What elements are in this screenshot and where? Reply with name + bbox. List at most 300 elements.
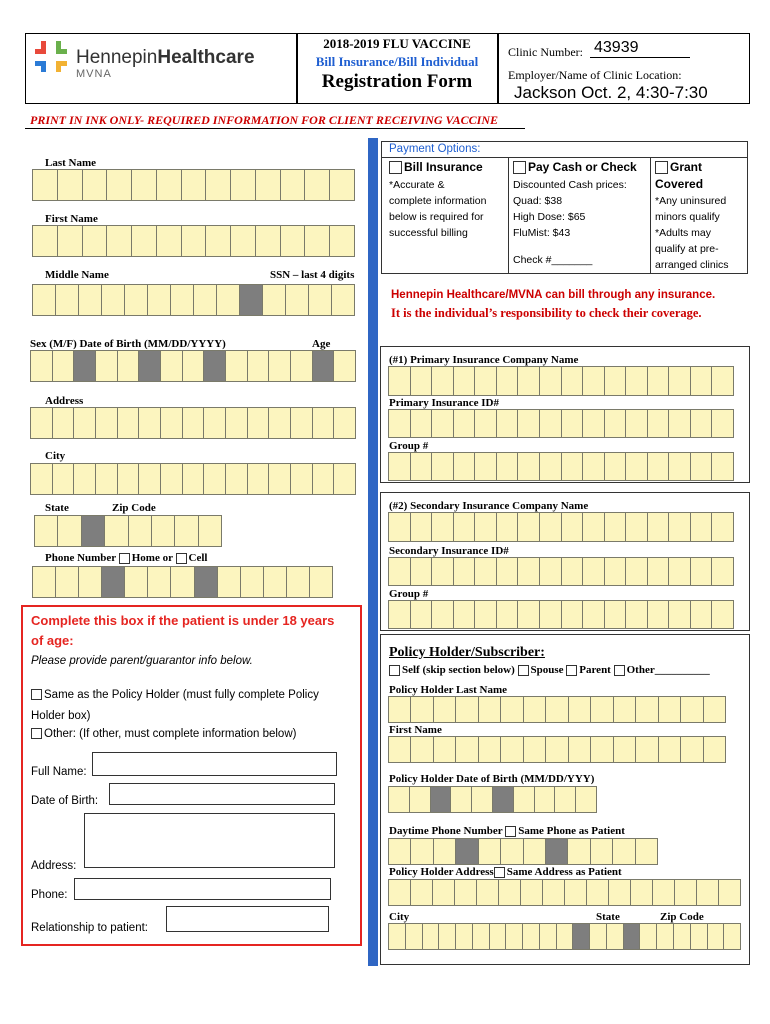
entry-cell[interactable] bbox=[690, 557, 713, 586]
state-zip-cells[interactable] bbox=[35, 515, 222, 547]
entry-cell[interactable] bbox=[478, 736, 501, 763]
self-checkbox[interactable] bbox=[389, 665, 400, 676]
entry-cell[interactable] bbox=[147, 284, 171, 316]
cell-checkbox[interactable] bbox=[176, 553, 187, 564]
entry-cell[interactable] bbox=[606, 923, 624, 950]
entry-cell[interactable] bbox=[517, 600, 540, 629]
entry-cell[interactable] bbox=[131, 169, 157, 201]
entry-cell[interactable] bbox=[431, 366, 454, 396]
entry-cell[interactable] bbox=[95, 407, 118, 439]
guarantor-address-field[interactable] bbox=[84, 813, 335, 868]
entry-cell[interactable] bbox=[55, 284, 79, 316]
entry-cell[interactable] bbox=[517, 452, 540, 481]
entry-cell[interactable] bbox=[290, 350, 313, 382]
entry-cell[interactable] bbox=[472, 923, 490, 950]
entry-cell[interactable] bbox=[230, 169, 256, 201]
entry-cell[interactable] bbox=[455, 736, 478, 763]
entry-cell[interactable] bbox=[707, 923, 725, 950]
entry-cell[interactable] bbox=[410, 366, 433, 396]
entry-cell[interactable] bbox=[523, 696, 546, 723]
entry-cell[interactable] bbox=[668, 557, 691, 586]
entry-cell[interactable] bbox=[630, 879, 653, 906]
entry-cell[interactable] bbox=[668, 409, 691, 438]
entry-cell[interactable] bbox=[52, 407, 75, 439]
entry-cell[interactable] bbox=[95, 350, 118, 382]
entry-cell[interactable] bbox=[568, 736, 591, 763]
entry-cell[interactable] bbox=[147, 566, 171, 598]
same-address-checkbox[interactable] bbox=[494, 867, 505, 878]
entry-cell[interactable] bbox=[545, 696, 568, 723]
entry-cell[interactable] bbox=[658, 696, 681, 723]
entry-cell[interactable] bbox=[453, 600, 476, 629]
entry-cell[interactable] bbox=[388, 736, 411, 763]
entry-cell[interactable] bbox=[151, 515, 175, 547]
entry-cell[interactable] bbox=[255, 169, 281, 201]
entry-cell[interactable] bbox=[438, 923, 456, 950]
entry-cell[interactable] bbox=[575, 786, 597, 813]
entry-cell[interactable] bbox=[32, 284, 56, 316]
entry-cell[interactable] bbox=[333, 407, 356, 439]
sex-dob-age-cells[interactable] bbox=[31, 350, 356, 382]
entry-cell[interactable] bbox=[647, 512, 670, 542]
city-cells[interactable] bbox=[31, 463, 356, 495]
entry-cell[interactable] bbox=[128, 515, 152, 547]
entry-cell[interactable] bbox=[82, 225, 108, 257]
pay-cash-checkbox[interactable] bbox=[513, 161, 526, 174]
entry-cell[interactable] bbox=[268, 463, 291, 495]
entry-cell[interactable] bbox=[604, 600, 627, 629]
entry-cell[interactable] bbox=[561, 600, 584, 629]
entry-cell[interactable] bbox=[117, 407, 140, 439]
employer-value[interactable]: Jackson Oct. 2, 4:30-7:30 bbox=[514, 83, 708, 102]
entry-cell[interactable] bbox=[539, 409, 562, 438]
entry-cell[interactable] bbox=[52, 350, 75, 382]
entry-cell[interactable] bbox=[82, 169, 108, 201]
entry-cell[interactable] bbox=[690, 366, 713, 396]
entry-cell[interactable] bbox=[668, 452, 691, 481]
entry-cell[interactable] bbox=[30, 407, 53, 439]
entry-cell[interactable] bbox=[181, 225, 207, 257]
entry-cell[interactable] bbox=[561, 557, 584, 586]
entry-cell[interactable] bbox=[711, 452, 734, 481]
entry-cell[interactable] bbox=[668, 600, 691, 629]
entry-cell[interactable] bbox=[625, 409, 648, 438]
policy-last-name-cells[interactable] bbox=[389, 696, 726, 723]
entry-cell[interactable] bbox=[711, 600, 734, 629]
entry-cell[interactable] bbox=[309, 566, 333, 598]
entry-cell[interactable] bbox=[410, 838, 433, 865]
entry-cell[interactable] bbox=[106, 169, 132, 201]
entry-cell[interactable] bbox=[410, 736, 433, 763]
entry-cell[interactable] bbox=[73, 463, 96, 495]
entry-cell[interactable] bbox=[32, 169, 58, 201]
entry-cell[interactable] bbox=[539, 512, 562, 542]
entry-cell[interactable] bbox=[496, 366, 519, 396]
entry-cell[interactable] bbox=[32, 566, 56, 598]
entry-cell[interactable] bbox=[612, 838, 635, 865]
entry-cell[interactable] bbox=[625, 512, 648, 542]
entry-cell[interactable] bbox=[489, 923, 507, 950]
entry-cell[interactable] bbox=[73, 407, 96, 439]
entry-cell[interactable] bbox=[104, 515, 128, 547]
entry-cell[interactable] bbox=[431, 557, 454, 586]
policy-address-cells[interactable] bbox=[389, 879, 741, 906]
policy-phone-cells[interactable] bbox=[389, 838, 658, 865]
entry-cell[interactable] bbox=[263, 566, 287, 598]
entry-cell[interactable] bbox=[703, 696, 726, 723]
entry-cell[interactable] bbox=[388, 786, 410, 813]
entry-cell[interactable] bbox=[160, 350, 183, 382]
entry-cell[interactable] bbox=[673, 923, 691, 950]
entry-cell[interactable] bbox=[500, 838, 523, 865]
entry-cell[interactable] bbox=[160, 407, 183, 439]
entry-cell[interactable] bbox=[453, 409, 476, 438]
entry-cell[interactable] bbox=[474, 512, 497, 542]
entry-cell[interactable] bbox=[656, 923, 674, 950]
secondary-group-cells[interactable] bbox=[389, 600, 734, 629]
other-checkbox[interactable] bbox=[614, 665, 625, 676]
entry-cell[interactable] bbox=[240, 566, 264, 598]
spouse-checkbox[interactable] bbox=[518, 665, 529, 676]
entry-cell[interactable] bbox=[534, 786, 556, 813]
entry-cell[interactable] bbox=[117, 463, 140, 495]
entry-cell[interactable] bbox=[433, 736, 456, 763]
entry-cell[interactable] bbox=[290, 407, 313, 439]
entry-cell[interactable] bbox=[268, 407, 291, 439]
entry-cell[interactable] bbox=[539, 452, 562, 481]
entry-cell[interactable] bbox=[455, 923, 473, 950]
entry-cell[interactable] bbox=[225, 350, 248, 382]
entry-cell[interactable] bbox=[329, 225, 355, 257]
entry-cell[interactable] bbox=[95, 463, 118, 495]
entry-cell[interactable] bbox=[262, 284, 286, 316]
entry-cell[interactable] bbox=[582, 452, 605, 481]
entry-cell[interactable] bbox=[668, 512, 691, 542]
entry-cell[interactable] bbox=[203, 463, 226, 495]
primary-group-cells[interactable] bbox=[389, 452, 734, 481]
entry-cell[interactable] bbox=[582, 409, 605, 438]
policy-city-state-zip-cells[interactable] bbox=[389, 923, 741, 950]
entry-cell[interactable] bbox=[658, 736, 681, 763]
entry-cell[interactable] bbox=[78, 566, 102, 598]
entry-cell[interactable] bbox=[478, 696, 501, 723]
entry-cell[interactable] bbox=[230, 225, 256, 257]
entry-cell[interactable] bbox=[405, 923, 423, 950]
policy-first-name-cells[interactable] bbox=[389, 736, 726, 763]
entry-cell[interactable] bbox=[523, 736, 546, 763]
entry-cell[interactable] bbox=[182, 407, 205, 439]
entry-cell[interactable] bbox=[604, 452, 627, 481]
entry-cell[interactable] bbox=[205, 169, 231, 201]
entry-cell[interactable] bbox=[635, 838, 658, 865]
guarantor-phone-field[interactable] bbox=[74, 878, 331, 900]
entry-cell[interactable] bbox=[542, 879, 565, 906]
entry-cell[interactable] bbox=[718, 879, 741, 906]
entry-cell[interactable] bbox=[517, 409, 540, 438]
policy-dob-cells[interactable] bbox=[389, 786, 597, 813]
entry-cell[interactable] bbox=[647, 557, 670, 586]
entry-cell[interactable] bbox=[474, 557, 497, 586]
entry-cell[interactable] bbox=[582, 557, 605, 586]
entry-cell[interactable] bbox=[312, 463, 335, 495]
same-as-policy-holder-checkbox[interactable] bbox=[31, 689, 42, 700]
entry-cell[interactable] bbox=[30, 463, 53, 495]
entry-cell[interactable] bbox=[170, 566, 194, 598]
entry-cell[interactable] bbox=[522, 923, 540, 950]
phone-cells[interactable] bbox=[33, 566, 333, 598]
entry-cell[interactable] bbox=[613, 696, 636, 723]
entry-cell[interactable] bbox=[604, 557, 627, 586]
entry-cell[interactable] bbox=[34, 515, 58, 547]
entry-cell[interactable] bbox=[496, 512, 519, 542]
entry-cell[interactable] bbox=[564, 879, 587, 906]
entry-cell[interactable] bbox=[312, 407, 335, 439]
last-name-cells[interactable] bbox=[33, 169, 355, 201]
entry-cell[interactable] bbox=[431, 409, 454, 438]
entry-cell[interactable] bbox=[635, 736, 658, 763]
entry-cell[interactable] bbox=[582, 600, 605, 629]
entry-cell[interactable] bbox=[690, 600, 713, 629]
entry-cell[interactable] bbox=[30, 350, 53, 382]
entry-cell[interactable] bbox=[652, 879, 675, 906]
entry-cell[interactable] bbox=[388, 923, 406, 950]
entry-cell[interactable] bbox=[203, 407, 226, 439]
entry-cell[interactable] bbox=[453, 366, 476, 396]
entry-cell[interactable] bbox=[582, 512, 605, 542]
entry-cell[interactable] bbox=[182, 350, 205, 382]
other-guarantor-checkbox[interactable] bbox=[31, 728, 42, 739]
entry-cell[interactable] bbox=[388, 409, 411, 438]
entry-cell[interactable] bbox=[410, 696, 433, 723]
entry-cell[interactable] bbox=[331, 284, 355, 316]
secondary-company-cells[interactable] bbox=[389, 512, 734, 542]
entry-cell[interactable] bbox=[450, 786, 472, 813]
entry-cell[interactable] bbox=[124, 284, 148, 316]
entry-cell[interactable] bbox=[57, 169, 83, 201]
entry-cell[interactable] bbox=[333, 463, 356, 495]
entry-cell[interactable] bbox=[474, 600, 497, 629]
entry-cell[interactable] bbox=[410, 557, 433, 586]
guarantor-dob-field[interactable] bbox=[109, 783, 335, 805]
entry-cell[interactable] bbox=[388, 600, 411, 629]
entry-cell[interactable] bbox=[247, 463, 270, 495]
check-number-field[interactable]: Check #_______ bbox=[513, 254, 593, 266]
entry-cell[interactable] bbox=[513, 786, 535, 813]
entry-cell[interactable] bbox=[647, 366, 670, 396]
grant-covered-checkbox[interactable] bbox=[655, 161, 668, 174]
entry-cell[interactable] bbox=[568, 696, 591, 723]
entry-cell[interactable] bbox=[478, 838, 501, 865]
guarantor-relationship-field[interactable] bbox=[166, 906, 329, 932]
entry-cell[interactable] bbox=[388, 512, 411, 542]
entry-cell[interactable] bbox=[517, 512, 540, 542]
entry-cell[interactable] bbox=[690, 452, 713, 481]
entry-cell[interactable] bbox=[280, 169, 306, 201]
entry-cell[interactable] bbox=[388, 879, 411, 906]
entry-cell[interactable] bbox=[517, 366, 540, 396]
middle-name-ssn-cells[interactable] bbox=[33, 284, 355, 316]
entry-cell[interactable] bbox=[476, 879, 499, 906]
entry-cell[interactable] bbox=[500, 736, 523, 763]
entry-cell[interactable] bbox=[523, 838, 546, 865]
entry-cell[interactable] bbox=[561, 512, 584, 542]
entry-cell[interactable] bbox=[205, 225, 231, 257]
entry-cell[interactable] bbox=[604, 366, 627, 396]
entry-cell[interactable] bbox=[554, 786, 576, 813]
entry-cell[interactable] bbox=[255, 225, 281, 257]
entry-cell[interactable] bbox=[216, 284, 240, 316]
entry-cell[interactable] bbox=[431, 600, 454, 629]
entry-cell[interactable] bbox=[138, 463, 161, 495]
entry-cell[interactable] bbox=[55, 566, 79, 598]
entry-cell[interactable] bbox=[690, 409, 713, 438]
entry-cell[interactable] bbox=[193, 284, 217, 316]
entry-cell[interactable] bbox=[101, 284, 125, 316]
entry-cell[interactable] bbox=[556, 923, 574, 950]
entry-cell[interactable] bbox=[156, 169, 182, 201]
entry-cell[interactable] bbox=[410, 452, 433, 481]
entry-cell[interactable] bbox=[545, 736, 568, 763]
entry-cell[interactable] bbox=[590, 838, 613, 865]
entry-cell[interactable] bbox=[117, 350, 140, 382]
guarantor-full-name-field[interactable] bbox=[92, 752, 337, 776]
entry-cell[interactable] bbox=[608, 879, 631, 906]
entry-cell[interactable] bbox=[431, 452, 454, 481]
entry-cell[interactable] bbox=[680, 696, 703, 723]
entry-cell[interactable] bbox=[453, 452, 476, 481]
entry-cell[interactable] bbox=[268, 350, 291, 382]
home-checkbox[interactable] bbox=[119, 553, 130, 564]
entry-cell[interactable] bbox=[78, 284, 102, 316]
entry-cell[interactable] bbox=[723, 923, 741, 950]
entry-cell[interactable] bbox=[539, 600, 562, 629]
entry-cell[interactable] bbox=[247, 407, 270, 439]
entry-cell[interactable] bbox=[703, 736, 726, 763]
entry-cell[interactable] bbox=[181, 169, 207, 201]
entry-cell[interactable] bbox=[410, 879, 433, 906]
entry-cell[interactable] bbox=[496, 600, 519, 629]
entry-cell[interactable] bbox=[498, 879, 521, 906]
entry-cell[interactable] bbox=[567, 838, 590, 865]
entry-cell[interactable] bbox=[690, 512, 713, 542]
entry-cell[interactable] bbox=[647, 452, 670, 481]
entry-cell[interactable] bbox=[247, 350, 270, 382]
entry-cell[interactable] bbox=[388, 838, 411, 865]
first-name-cells[interactable] bbox=[33, 225, 355, 257]
entry-cell[interactable] bbox=[182, 463, 205, 495]
entry-cell[interactable] bbox=[388, 366, 411, 396]
entry-cell[interactable] bbox=[57, 515, 81, 547]
entry-cell[interactable] bbox=[635, 696, 658, 723]
entry-cell[interactable] bbox=[625, 600, 648, 629]
address-cells[interactable] bbox=[31, 407, 356, 439]
entry-cell[interactable] bbox=[539, 366, 562, 396]
entry-cell[interactable] bbox=[455, 696, 478, 723]
entry-cell[interactable] bbox=[517, 557, 540, 586]
entry-cell[interactable] bbox=[625, 557, 648, 586]
entry-cell[interactable] bbox=[696, 879, 719, 906]
entry-cell[interactable] bbox=[431, 512, 454, 542]
entry-cell[interactable] bbox=[32, 225, 58, 257]
entry-cell[interactable] bbox=[625, 366, 648, 396]
entry-cell[interactable] bbox=[422, 923, 440, 950]
entry-cell[interactable] bbox=[453, 557, 476, 586]
entry-cell[interactable] bbox=[285, 284, 309, 316]
entry-cell[interactable] bbox=[388, 452, 411, 481]
entry-cell[interactable] bbox=[453, 512, 476, 542]
entry-cell[interactable] bbox=[308, 284, 332, 316]
bill-insurance-checkbox[interactable] bbox=[389, 161, 402, 174]
entry-cell[interactable] bbox=[625, 452, 648, 481]
entry-cell[interactable] bbox=[388, 557, 411, 586]
entry-cell[interactable] bbox=[561, 409, 584, 438]
primary-id-cells[interactable] bbox=[389, 409, 734, 438]
entry-cell[interactable] bbox=[613, 736, 636, 763]
primary-company-cells[interactable] bbox=[389, 366, 734, 396]
entry-cell[interactable] bbox=[539, 923, 557, 950]
entry-cell[interactable] bbox=[280, 225, 306, 257]
entry-cell[interactable] bbox=[156, 225, 182, 257]
entry-cell[interactable] bbox=[410, 600, 433, 629]
entry-cell[interactable] bbox=[290, 463, 313, 495]
entry-cell[interactable] bbox=[590, 696, 613, 723]
entry-cell[interactable] bbox=[52, 463, 75, 495]
entry-cell[interactable] bbox=[590, 736, 613, 763]
entry-cell[interactable] bbox=[639, 923, 657, 950]
entry-cell[interactable] bbox=[170, 284, 194, 316]
entry-cell[interactable] bbox=[711, 366, 734, 396]
entry-cell[interactable] bbox=[106, 225, 132, 257]
entry-cell[interactable] bbox=[582, 366, 605, 396]
entry-cell[interactable] bbox=[410, 512, 433, 542]
entry-cell[interactable] bbox=[198, 515, 222, 547]
entry-cell[interactable] bbox=[474, 366, 497, 396]
secondary-id-cells[interactable] bbox=[389, 557, 734, 586]
entry-cell[interactable] bbox=[174, 515, 198, 547]
entry-cell[interactable] bbox=[711, 512, 734, 542]
entry-cell[interactable] bbox=[668, 366, 691, 396]
entry-cell[interactable] bbox=[604, 409, 627, 438]
entry-cell[interactable] bbox=[217, 566, 241, 598]
entry-cell[interactable] bbox=[433, 696, 456, 723]
entry-cell[interactable] bbox=[500, 696, 523, 723]
entry-cell[interactable] bbox=[520, 879, 543, 906]
entry-cell[interactable] bbox=[711, 409, 734, 438]
entry-cell[interactable] bbox=[388, 696, 411, 723]
entry-cell[interactable] bbox=[505, 923, 523, 950]
entry-cell[interactable] bbox=[433, 838, 456, 865]
entry-cell[interactable] bbox=[410, 409, 433, 438]
parent-checkbox[interactable] bbox=[566, 665, 577, 676]
entry-cell[interactable] bbox=[539, 557, 562, 586]
entry-cell[interactable] bbox=[496, 452, 519, 481]
entry-cell[interactable] bbox=[454, 879, 477, 906]
entry-cell[interactable] bbox=[474, 452, 497, 481]
entry-cell[interactable] bbox=[647, 409, 670, 438]
entry-cell[interactable] bbox=[138, 407, 161, 439]
entry-cell[interactable] bbox=[674, 879, 697, 906]
entry-cell[interactable] bbox=[225, 407, 248, 439]
entry-cell[interactable] bbox=[690, 923, 708, 950]
entry-cell[interactable] bbox=[680, 736, 703, 763]
entry-cell[interactable] bbox=[604, 512, 627, 542]
entry-cell[interactable] bbox=[304, 225, 330, 257]
entry-cell[interactable] bbox=[333, 350, 356, 382]
entry-cell[interactable] bbox=[409, 786, 431, 813]
entry-cell[interactable] bbox=[471, 786, 493, 813]
entry-cell[interactable] bbox=[329, 169, 355, 201]
entry-cell[interactable] bbox=[496, 557, 519, 586]
